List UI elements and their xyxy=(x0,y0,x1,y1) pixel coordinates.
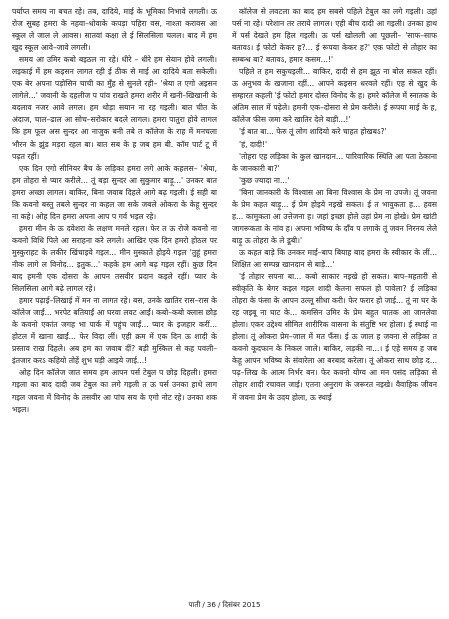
issue-date: दिसंबर 2015 xyxy=(222,600,261,609)
paragraph: 'तोहरा एह लड़िका के कुल खानदान... पारिवारिक स्थिति आ पता ठेकाना के जानकारी बा?' xyxy=(232,151,437,173)
paragraph: हमरा मीन के ऊ दवेशरा के लक्षण मनले रहल। फेर त ऊ रोजे कवनो ना कवनो विधि पिले आ सराहना करे लगले। आखिर एक दिन हमरो होठल पर मुस्कुराहट के लकीर खिंचाइये गइल... मीन मुस्काते होइये गइल 'तुहूं हमरा नीक लागे ल विनोद... इतुक...' कहके हम आगे बढ़ गइल रहीं। कुछ दिन बाद हमनी एक दोसरा के आपन तसवीर प्रदान कइले रहीं। प्यार के सिलसिला आगे बढ़े लागल रहे। xyxy=(12,223,217,294)
paragraph: 'ई बात बा... फेरु तूं लोग शादियो करे चाहत होखबऽ?' xyxy=(239,127,387,137)
paragraph: कॉलेज से लवटला का बाद हम सबसे पहिले टेबुल का लगे गइली। उहां पर्स ना रहे। परेशान तर तराये लागल। एही बीच दादी आ गइली। उनका हाथ में पर्स देखते हम हिल गइली। ऊ पर्स खोलली आ पूछली– 'साफ–साफ बतावऽ। ई फोटो केकर ह?... ई रूपया केकर ह?' एक फोटो से तोहार का सम्बन्ध बा? बतावऽ, हमार कसम...!' xyxy=(232,7,437,65)
paragraph: ओह दिन कॉलेज जात समय हम आपन पर्स टेबुल प छोड़ दिहली। हमरा गइला का बाद दादी जब टेबुल का लगे गइली त ऊ पर्स उनका हाथे लाग गइल जवना में विनोद के तसवीर आ पांच सय के एगो नोट रहे। उनका शक भइल। xyxy=(12,368,217,414)
left-column xyxy=(12,6,217,598)
paragraph: पहिले त हम सकुचइली... बाकिर, दादी से हम झूठ ना बोल सकत रहीं। ऊ अनुभव के खजाना रहीं... आपने कइसन धरवले रहीं। एह से खुद के सम्हारत कहली 'ई फोटो हमार दोस्त विनोद के ह। हमरे कॉलेज में स्नातक के अंतिम साल में पढ़ेले। हमनी एक–दोसरा से प्रेम करीले। ई रूपया माई के ह, कॉलेज फीस जमा करे खातिर देले बाड़ी...!' xyxy=(232,67,437,125)
footer-separator: / xyxy=(202,600,205,609)
paragraph: पर्याप्त समय ना बचत रहे। तब, दादिये, माई के भूमिका निभावे लगली। ऊ रोज सुबह हमरा के नहवा–धोवाके कपड़ा पहिरा वस, नाश्ता करावस आ स्कूल ले जाल ले आवस। सातवां कक्षा ले ई सिलसिला चलल। बाद में हम खुद स्कूल आवे–जावे लगली। xyxy=(12,7,217,53)
text-columns xyxy=(12,6,437,598)
paragraph: समय आ उमिर कबो बइठल ना रहे। धीरे – धीरे हम सेयान होवे लगली। लइकाई में हम कइसन लागत रही ई ठीक से माई आ दादिये बता सकेली। एक बेर अपना पड़ोसिन चाची का मुँह से सुनले रही– 'श्रेया त एगो अइसन लागेले...' जवानी के दहलीज प पांव राखते हमरा शरीर में खनी–खिखानी के बदलाव नजर आवे लगल। हम थोड़ा सयान ना रह गइली। बात चीत के अंदाज, चाल–ढाल आ सोच–सरोकार बदले लागल। हमरा पातुरा होवे लागल कि हम फूल अस सुन्दर आ नाजुक बनी तबे त कॉलेज के राह में मनचला भौरन के झुंड मड़रा रहल बा। बात सब के ह जब हम बी. कॉम पार्ट टू में पढ़त रहीं। xyxy=(12,55,217,161)
paragraph: 'बिना जानकारी के विश्वास आ बिना विश्वास के प्रेम ना उपजे। तूं जवना के प्रेम कहत बाड़ू... ई प्रेम होइये नइखे सकत। ई त भावुकता ह... हवस ह... कामुकता आ उत्तेजना ह। जहां इच्छा होले उहां प्रेम ना होखे। प्रेम खांटी जागरूकता के नांव ह। अपना भविष्य के दाँव प लगाके तूं जवन निरनय लेले बाड़ू ऊ तोहरा के ले डूबी।' xyxy=(232,187,437,245)
paragraph: एक दिन एगो सीनियर बैच के लड़िका हमरा लगे आके कहलस– 'श्रेया, हम तोहरा से प्यार करीले... तूं बड़ा सुन्दर आ सुकुमार बाड़ू...' उनकर बात हमरा अच्छा लागल। बाकिर, बिना जवाब दिहले आगे बढ़ गइली। ई सही बा कि कवनो बस्तु तबले सुन्दर ना कहल जा सके जबले ओकरा के केहू सुन्दर ना कहे। ओह दिन हमरा अपना आप प गर्व भइल रहे। xyxy=(12,163,217,221)
paragraph: ऊ कहत बाड़े कि उनकर माई–बाप बियाह बाद हमरा के स्वीकार के लीं... शिक्षित आ सम्पन्न खानदान से बाड़े...' xyxy=(232,247,437,269)
paragraph: 'कुछ ज्यादा ना...' xyxy=(239,175,290,185)
paragraph: 'ई तोहार सपना बा... कबो साकार नइखे हो सकत। बाप–महतारी से स्वीकृति के बेगर कइल गइल शादी केतना सफल हो पावेला? ई लड़िका तोहरा के फंसा के आपन उल्लू सीधा करी। फेर फरार हो जाई... तूं ना घर के रह जइबू ना घाट के... कमसिन उमिर के प्रेम बहुत घातक आ जानलेवा होला। एकर उद्देश्य सीमित शारीरिक वासना के संतुष्टि भर होला। ई स्थाई ना होला। तूं ओकरा प्रेम–जाल में मत फँस। ई ऊ जाल ह जवना से लड़िका त कवनो कूदफान के निकल जाले। बाकिर, लड़की ना...। ई एहे समय ह जब केहू आपन भविष्य के संवारेला आ बरबाद करेला। तूं ओकरा साथ छोड़ द... पढ़–लिख के आत्म निर्भर बन। फेर कवनो योग्य आ मन पसंद लड़िका से तोहार शादी रचावल जाई। एतना अनुराग के जरूरत नइखे। वैवाहिक जीवन में जवना प्रेम के उदय होला, ऊ स्थाई xyxy=(232,272,437,402)
page-footer xyxy=(0,600,449,610)
right-column xyxy=(232,6,437,598)
magazine-name: पाती xyxy=(188,600,201,609)
paragraph: 'हं, दादी!' xyxy=(239,139,268,149)
page-number: 36 xyxy=(206,600,216,609)
footer-separator: / xyxy=(217,600,221,609)
paragraph: हमार पढ़ाई–लिखाई में मन ना लागत रहे। बस, उनके खातिर रास–रास के कॉलेज जाईं... भरपेट बतियाईं आ घरवा लवट आईं। कबो–कबो क्लास छोड़ के कवनो एकांत जगह भा पार्क में पहुंच जाईं... प्यार के इजहार करीं... होटल में खाना खाईं... फेर विदा लीं। एही क्रम में एक दिन ऊ शादी के प्रस्ताव राख दिहले। अब हम का जवाब दीं? बड़ी मुस्किल से कह पवली–इंतजार करऽ कहियो तोहें शुभ घड़ी आइये जाई...! xyxy=(12,296,217,366)
